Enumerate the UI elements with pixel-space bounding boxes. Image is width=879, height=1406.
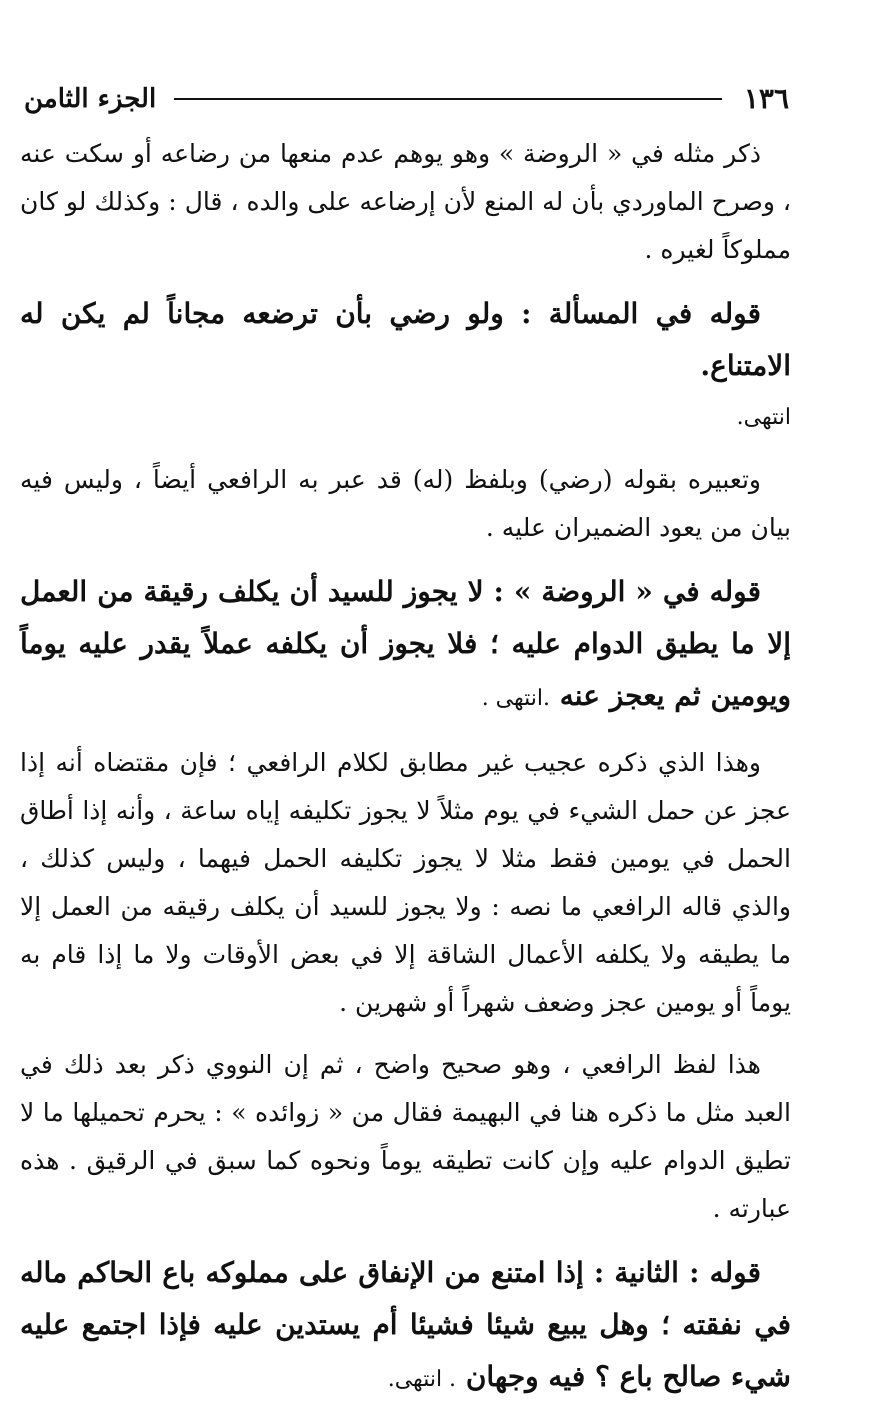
page-body	[20, 130, 791, 1406]
paragraph-3: وهذا الذي ذكره عجيب غير مطابق لكلام الرافعي ؛ فإن مقتضاه أنه إذا عجز عن حمل الشيء في يوم مثلاً لا يجوز تكليفه إياه ساعة ، وأنه إذا أطاق الحمل في يومين فقط مثلا لا يجوز تكليفه الحمل فيهما ، وليس كذلك ، والذي قاله الرافعي ما نصه : ولا يجوز للسيد أن يكلف رقيقه من العمل إلا ما يطيقه ولا يكلفه الأعمال الشاقة إلا في بعض الأوقات ولا ما إذا قام به يوماً أو يومين عجز وضعف شهراً أو شهرين .	[20, 748, 791, 1017]
paragraph-1: ذكر مثله في « الروضة » وهو يوهم عدم منعها من رضاعه أو سكت عنه ، وصرح الماوردي بأن له المنع لأن إرضاعه على والده ، قال : وكذلك لو كان مملوكاً لغيره .	[20, 139, 791, 264]
paragraph-2: وتعبيره بقوله (رضي) وبلفظ (له) قد عبر به الرافعي أيضاً ، وليس فيه بيان من يعود الضميران عليه .	[20, 465, 791, 542]
paragraph-4: هذا لفظ الرافعي ، وهو صحيح واضح ، ثم إن النووي ذكر بعد ذلك في العبد مثل ما ذكره هنا في البهيمة فقال من « زوائده » : يحرم تحميلها ما لا تطيق الدوام عليه وإن كانت تطيقه يوماً ونحوه كما سبق في الرقيق . هذه عبارته .	[20, 1050, 791, 1223]
quote-1	[20, 288, 791, 392]
page-header	[24, 82, 789, 115]
header-rule	[174, 98, 722, 100]
quote-3-tail: . انتهى.	[387, 1367, 457, 1392]
quote-2-tail: .انتهى .	[481, 686, 551, 711]
quote-2-text: قوله في « الروضة » : لا يجوز للسيد أن يكلف رقيقة من العمل إلا ما يطيق الدوام عليه ؛ فلا يجوز أن يكلفه عملاً يقدر عليه يوماً ويومين ثم يعجز عنه	[20, 575, 791, 712]
part-title: الجزء الثامن	[24, 83, 157, 114]
quote-3	[20, 1247, 791, 1406]
quote-3-text: قوله : الثانية : إذا امتنع من الإنفاق على مملوكه باع الحاكم ماله في نفقته ؛ وهل يبيع شيئا فشيئا أم يستدين عليه فإذا اجتمع عليه شيء صالح باع ؟ فيه وجهان	[20, 1256, 791, 1393]
quote-2	[20, 566, 791, 725]
page-number: ١٣٦	[743, 82, 789, 115]
quote-1-tail: انتهى.	[736, 405, 791, 430]
quote-1-text: قوله في المسألة : ولو رضي بأن ترضعه مجاناً لم يكن له الامتناع.	[20, 297, 791, 382]
